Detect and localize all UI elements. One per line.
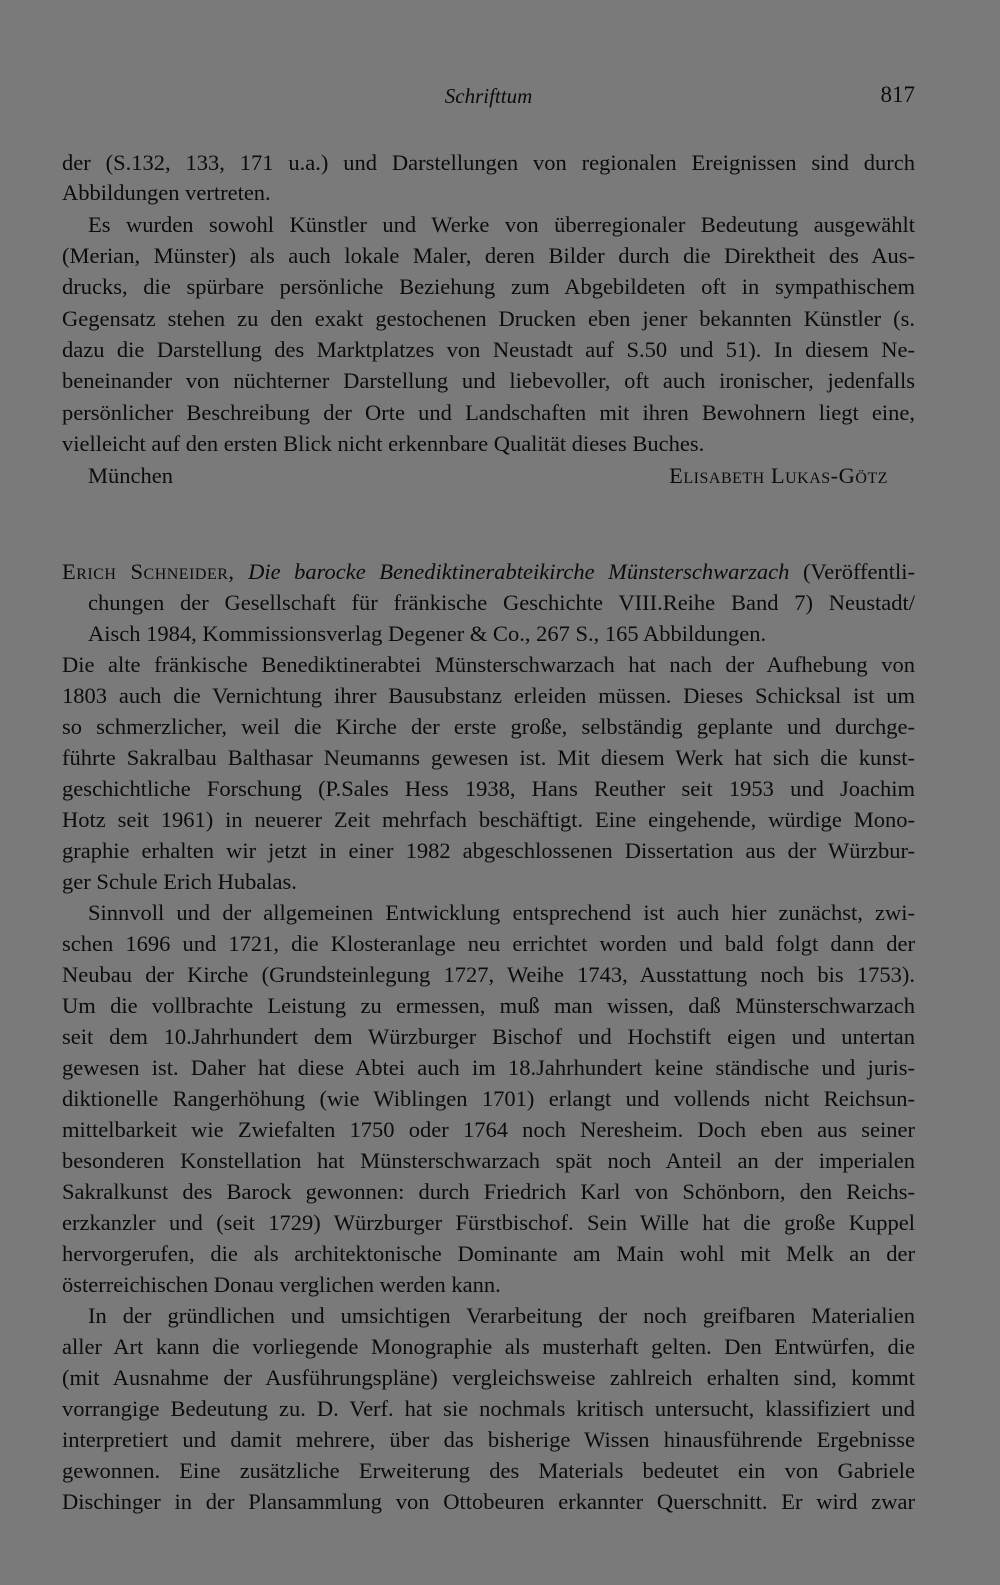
text-line: Um die vollbrachte Leistung zu ermessen, muß man wissen, daß Münsterschwarzach	[62, 993, 915, 1018]
text-line: österreichischen Donau verglichen werden kann.	[62, 1272, 501, 1297]
review-place: München	[88, 463, 173, 488]
text-line: Sinnvoll und der allgemeinen Entwicklung entsprechend ist auch hier zunächst, zwi-	[88, 900, 915, 925]
text-line: Die alte fränkische Benediktinerabtei Münsterschwarzach hat nach der Aufhebung von	[62, 652, 915, 677]
text-line: erzkanzler und (seit 1729) Würzburger Fürstbischof. Sein Wille hat die große Kuppel	[62, 1210, 915, 1235]
book-author: Erich Schneider,	[62, 559, 235, 584]
text-line: vielleicht auf den ersten Blick nicht erkennbare Qualität dieses Buches.	[62, 431, 705, 456]
text-line: Neubau der Kirche (Grundsteinlegung 1727, Weihe 1743, Ausstattung noch bis 1753).	[62, 962, 915, 987]
text-line: persönlicher Beschreibung der Orte und Landschaften mit ihren Bewohnern liegt eine,	[62, 400, 915, 425]
text-line: gewonnen. Eine zusätzliche Erweiterung des Materials bedeutet ein von Gabriele	[62, 1458, 915, 1483]
text-line: geschichtliche Forschung (P.Sales Hess 1938, Hans Reuther seit 1953 und Joachim	[62, 776, 915, 801]
text-line: Es wurden sowohl Künstler und Werke von überregionaler Bedeutung ausgewählt	[88, 212, 915, 237]
text-line: (mit Ausnahme der Ausführungspläne) vergleichsweise zahlreich erhalten sind, kommt	[62, 1365, 915, 1390]
text-line: dazu die Darstellung des Marktplatzes von Neustadt auf S.50 und 51). In diesem Ne-	[62, 337, 915, 362]
text-line: vorrangige Bedeutung zu. D. Verf. hat sie nochmals kritisch untersucht, klassifiziert und	[62, 1396, 915, 1421]
text-line: 1803 auch die Vernichtung ihrer Bausubstanz erleiden müssen. Dieses Schicksal ist um	[62, 683, 915, 708]
citation-line	[62, 556, 915, 587]
text-line: beneinander von nüchterner Darstellung und liebevoller, oft auch ironischer, jedenfalls	[62, 368, 915, 393]
text-line: aller Art kann die vorliegende Monographie als musterhaft gelten. Den Entwürfen, die	[62, 1334, 915, 1359]
text-line: schen 1696 und 1721, die Klosteranlage neu errichtet worden und bald folgt dann der	[62, 931, 915, 956]
text-line: der (S.132, 133, 171 u.a.) und Darstellungen von regionalen Ereignissen sind durch	[62, 150, 915, 175]
text-line: Dischinger in der Plansammlung von Ottobeuren erkannter Querschnitt. Er wird zwar	[62, 1489, 915, 1514]
text-line: interpretiert und damit mehrere, über das bisherige Wissen hinausführende Ergebnisse	[62, 1427, 915, 1452]
text-line: seit dem 10.Jahrhundert dem Würzburger Bischof und Hochstift eigen und untertan	[62, 1024, 915, 1049]
reviewer-name: Elisabeth Lukas-Götz	[669, 463, 888, 488]
text-line: führte Sakralbau Balthasar Neumanns gewesen ist. Mit diesem Werk hat sich die kunst-	[62, 745, 915, 770]
text-line: Abbildungen vertreten.	[62, 180, 271, 205]
running-title: Schrifttum	[444, 84, 533, 108]
text-line: ger Schule Erich Hubalas.	[62, 869, 297, 894]
text-line: gewesen ist. Daher hat diese Abtei auch im 18.Jahrhundert keine ständische und juris-	[62, 1055, 915, 1080]
text-line: Sakralkunst des Barock gewonnen: durch Friedrich Karl von Schönborn, den Reichs-	[62, 1179, 915, 1204]
signature-line	[88, 460, 888, 491]
text-line: diktionelle Rangerhöhung (wie Wiblingen 1701) erlangt und vollends nicht Reichsun-	[62, 1086, 915, 1111]
citation-line: Aisch 1984, Kommissionsverlag Degener & Co., 267 S., 165 Abbildungen.	[88, 621, 767, 646]
citation-line: chungen der Gesellschaft für fränkische Geschichte VIII.Reihe Band 7) Neustadt/	[88, 590, 915, 615]
text-line: In der gründlichen und umsichtigen Verarbeitung der noch greifbaren Materialien	[88, 1303, 915, 1328]
text-line: (Merian, Münster) als auch lokale Maler, deren Bilder durch die Direktheit des Aus-	[62, 243, 915, 268]
page-number: 817	[880, 82, 915, 107]
text-line: Gegensatz stehen zu den exakt gestochenen Drucken eben jener bekannten Künstler (s.	[62, 306, 915, 331]
text-line: besonderen Konstellation hat Münsterschwarzach spät noch Anteil an der imperialen	[62, 1148, 915, 1173]
text-line: hervorgerufen, die als architektonische Dominante am Main wohl mit Melk an der	[62, 1241, 915, 1266]
book-title: Die barocke Benediktinerabteikirche Münsterschwarzach	[248, 559, 790, 584]
text-line: Hotz seit 1961) in neuerer Zeit mehrfach beschäftigt. Eine eingehende, würdige Mono-	[62, 807, 915, 832]
text-line: so schmerzlicher, weil die Kirche der erste große, selbständig geplante und durchge-	[62, 714, 915, 739]
page-header	[62, 80, 915, 114]
text-line: mittelbarkeit wie Zwiefalten 1750 oder 1764 noch Neresheim. Doch eben aus seiner	[62, 1117, 915, 1142]
text-line: graphie erhalten wir jetzt in einer 1982 abgeschlossenen Dissertation aus der Würzbur-	[62, 838, 915, 863]
text-line: drucks, die spürbare persönliche Beziehung zum Abgebildeten oft in sympathischem	[62, 274, 915, 299]
citation-series: (Veröffentli-	[802, 559, 916, 584]
